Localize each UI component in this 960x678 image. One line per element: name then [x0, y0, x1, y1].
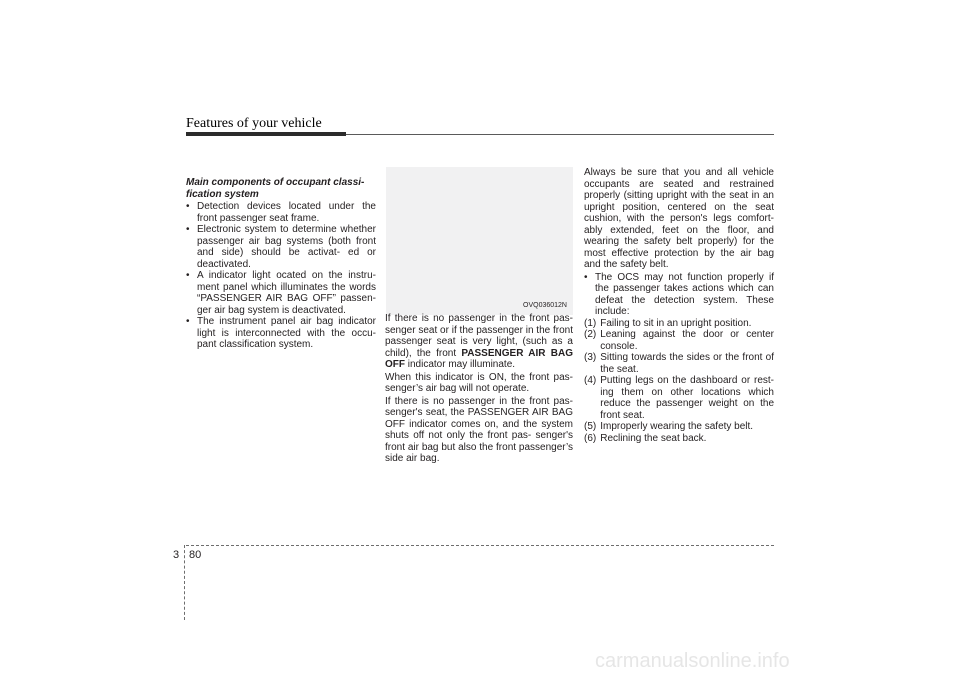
indicator-name: PASSENGER AIR BAG OFF — [385, 347, 573, 370]
components-list — [186, 201, 376, 351]
list-item: (4) Putting legs on the dashboard or rest- ing them on other locations which reduce the passenger weight on the front seat. — [584, 375, 774, 421]
section-number: 3 — [173, 549, 180, 561]
list-item: (2) Leaning against the door or center console. — [584, 329, 774, 352]
footer-divider — [186, 545, 774, 546]
illustration-figure — [386, 167, 573, 315]
column-1 — [186, 177, 376, 351]
page-header-title: Features of your vehicle — [186, 116, 322, 131]
list-item: • A indicator light ocated on the instru- ment panel which illuminates the words “PASSENGER AIR BAG OFF” passen- ger air bag system is deactivated. — [186, 270, 376, 316]
numbered-list — [584, 318, 774, 445]
figure-code: OVQ036012N — [523, 302, 567, 309]
paragraph: If there is no passenger in the front pas- senger's seat, the PASSENGER AIR BAG OFF indicator comes on, and the system shuts off not only the front pas- senger's front air bag but also the front passenger’s side air bag. — [385, 395, 573, 464]
list-item: • Detection devices located under the front passenger seat frame. — [186, 201, 376, 224]
list-item: • The OCS may not function properly if the passenger takes actions which can defeat the detection system. These include: — [584, 272, 774, 318]
paragraph: If there is no passenger in the front pas- senger seat or if the passenger in the front passenger seat is very light, (such as a child), the front PASSENGER AIR BAG OFF indicator may illuminate. — [385, 313, 573, 370]
list-item: (3) Sitting towards the sides or the front of the seat. — [584, 352, 774, 375]
watermark: carmanualsonline.info — [595, 650, 790, 672]
list-item: (6) Reclining the seat back. — [584, 432, 707, 444]
page-number: 80 — [189, 549, 202, 561]
bullet-list — [584, 272, 774, 318]
section-subheading: Main components of occupant classi- fication system — [186, 177, 365, 200]
list-item: • The instrument panel air bag indicator light is interconnected with the occu- pant classification system. — [186, 316, 376, 351]
header-rule-thick — [186, 132, 346, 136]
list-item: (5) Improperly wearing the safety belt. — [584, 421, 754, 432]
header-rule-thin — [346, 134, 774, 135]
list-item: (1) Failing to sit in an upright position. — [584, 317, 752, 329]
footer-vertical-divider — [184, 545, 185, 620]
list-item: • Electronic system to determine whether passenger air bag systems (both front and side) should be activat- ed or deactivated. — [186, 224, 376, 270]
column-2 — [385, 313, 573, 466]
paragraph: Always be sure that you and all vehicle occupants are seated and restrained properly (sitting upright with the seat in an upright position, centered on the seat cushion, with the person's legs comfort- ably extended, feet on the floor, and wearing the safety belt properly) for the most effective protection by the air bag and the safety belt. — [584, 167, 774, 270]
paragraph: When this indicator is ON, the front pas- senger’s air bag will not operate. — [385, 371, 573, 394]
column-3 — [584, 167, 774, 444]
